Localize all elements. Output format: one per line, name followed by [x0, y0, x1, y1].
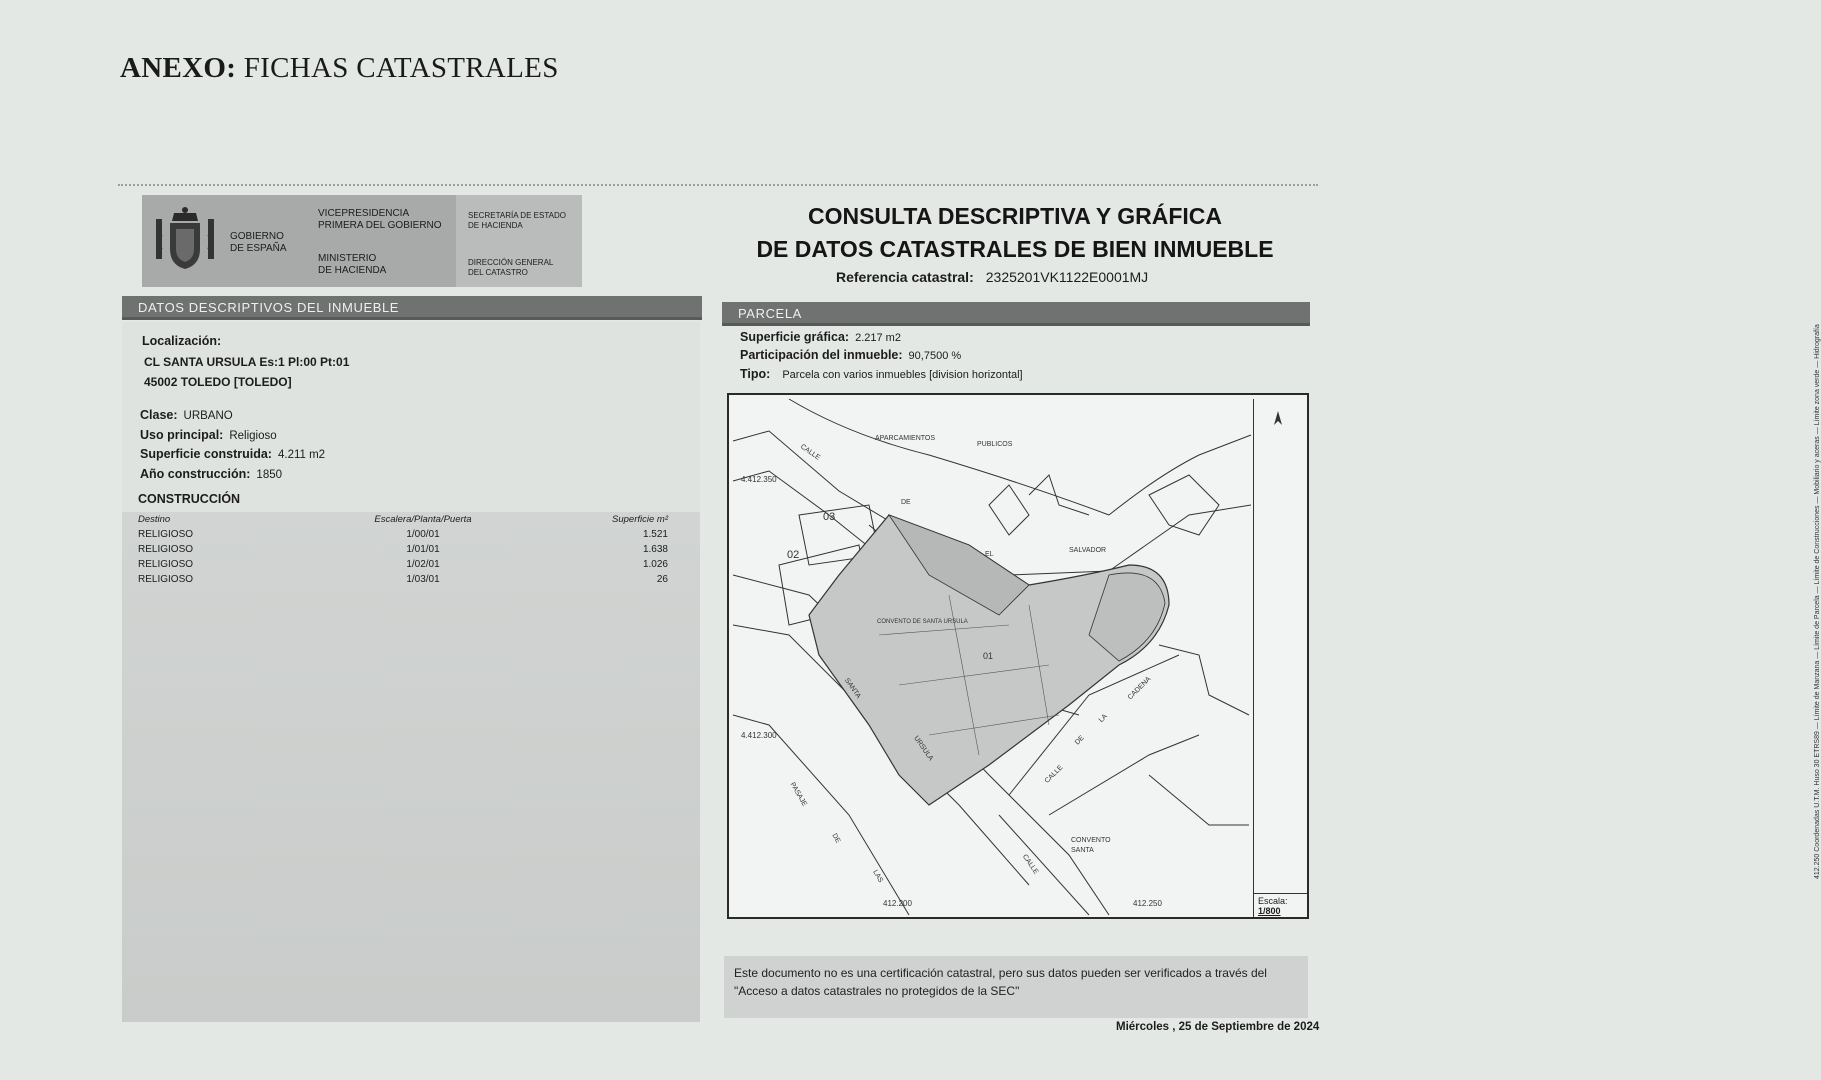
map-label-las: LAS: [871, 869, 884, 884]
cell-epp: 1/02/01: [406, 559, 440, 570]
col-destino: Destino: [138, 514, 171, 525]
sup-grafica-label: Superficie gráfica:: [740, 330, 850, 344]
table-row: [138, 557, 678, 572]
map-label-01: 01: [983, 651, 994, 661]
page-title: [120, 52, 559, 85]
datos-section-header: DATOS DESCRIPTIVOS DEL INMUEBLE: [122, 296, 702, 320]
construccion-title: CONSTRUCCIÓN: [138, 492, 241, 506]
uso-value: Religioso: [229, 430, 277, 442]
cell-sup: 1.638: [642, 544, 668, 555]
dotted-divider: [118, 184, 1318, 186]
cell-epp: 1/01/01: [406, 544, 440, 555]
col-superficie: Superficie m²: [612, 514, 668, 525]
north-arrow-icon: [1268, 409, 1288, 429]
gov-name-line2: DE ESPAÑA: [230, 243, 287, 254]
gobierno-label: [230, 231, 287, 255]
table-row: [138, 542, 678, 557]
referencia-catastral: [836, 269, 1148, 285]
page-title-rest: FICHAS CATASTRALES: [236, 52, 559, 84]
vicepresidencia-label: [318, 208, 442, 232]
map-label-salvador: SALVADOR: [1069, 547, 1107, 554]
map-scale: [1253, 893, 1307, 917]
vice-line1: VICEPRESIDENCIA: [318, 208, 410, 219]
clase-label: Clase:: [140, 408, 178, 422]
datos-panel: [122, 322, 700, 1022]
coord-south-1: 412.200: [883, 899, 912, 908]
address-line1: CL SANTA URSULA Es:1 Pl:00 Pt:01: [144, 355, 350, 369]
anio-value: 1850: [256, 469, 283, 481]
map-label-cadena: CADENA: [1126, 675, 1153, 702]
map-label-ursula: URSULA: [912, 734, 935, 763]
cell-epp: 1/00/01: [406, 529, 440, 540]
superficie-value: 4.211 m2: [277, 449, 326, 461]
sup-grafica-value: 2.217 m2: [855, 332, 901, 344]
superficie-grafica-field: [740, 330, 901, 344]
disclaimer-note: Este documento no es una certificación catastral, pero sus datos pueden ser verificados a través del "Acceso a datos catastrales no protegidos de la SEC": [724, 956, 1308, 1018]
sec-line1: SECRETARÍA DE ESTADO: [468, 211, 566, 220]
uso-label: Uso principal:: [140, 428, 224, 442]
cell-destino: RELIGIOSO: [138, 559, 194, 570]
ref-label: Referencia catastral:: [836, 269, 974, 285]
map-label-03: 03: [823, 511, 836, 523]
table-header-row: [138, 512, 678, 527]
map-label-calle3: CALLE: [1020, 853, 1040, 876]
government-header: [142, 195, 582, 287]
map-label-la: LA: [1097, 712, 1109, 725]
coat-of-arms-icon: [152, 205, 218, 275]
address-line2: 45002 TOLEDO [TOLEDO]: [144, 375, 292, 389]
clase-value: URBANO: [183, 410, 233, 422]
map-legend: [1253, 324, 1821, 893]
uso-field: [140, 428, 277, 442]
map-label-santa: SANTA: [843, 677, 862, 700]
sec-line2: DE HACIENDA: [468, 221, 523, 230]
tipo-value: Parcela con varios inmuebles [division horizontal]: [782, 369, 1023, 381]
table-row: [138, 527, 678, 542]
cell-sup: 1.521: [642, 529, 668, 540]
parcela-section-header: PARCELA: [722, 302, 1310, 326]
map-label-de: DE: [901, 499, 911, 506]
construccion-table: [138, 512, 678, 587]
vice-line2: PRIMERA DEL GOBIERNO: [318, 220, 442, 231]
cell-destino: RELIGIOSO: [138, 529, 194, 540]
map-label-de3: DE: [830, 832, 842, 845]
superficie-label: Superficie construida:: [140, 447, 272, 461]
min-line2: DE HACIENDA: [318, 265, 387, 276]
document-title: [750, 200, 1280, 266]
tipo-field: [740, 367, 1023, 381]
gov-name-line1: GOBIERNO: [230, 231, 284, 242]
cell-destino: RELIGIOSO: [138, 544, 194, 555]
map-label-el: EL: [985, 551, 994, 558]
legend-text: 412.250 Coordenadas U.T.M. Huso 30 ETRS89 — Límite de Manzana — Límite de Parcela — Límite de Construcciones — Mobiliario y aceras — Límite zona verde — Hidrografía: [1814, 324, 1821, 879]
coord-north-1: 4.412.350: [741, 475, 777, 484]
cell-sup: 26: [656, 574, 668, 585]
map-label-publicos: PUBLICOS: [977, 441, 1013, 448]
tipo-label: Tipo:: [740, 367, 771, 381]
loc-label: Localización:: [142, 334, 222, 348]
map-label-de2: DE: [1073, 734, 1086, 747]
map-label-02: 02: [787, 549, 800, 561]
dir-line2: DEL CATASTRO: [468, 268, 528, 277]
page-title-bold: ANEXO:: [120, 52, 237, 84]
cell-sup: 1.026: [642, 559, 668, 570]
ref-value: 2325201VK1122E0001MJ: [985, 269, 1149, 285]
anio-label: Año construcción:: [140, 467, 251, 481]
coord-south-2: 412.250: [1133, 899, 1162, 908]
cell-epp: 1/03/01: [406, 574, 440, 585]
anio-field: [140, 467, 282, 481]
map-label-monumento: CONVENTO DE SANTA URSULA: [877, 619, 968, 625]
document-date: Miércoles , 25 de Septiembre de 2024: [1116, 1021, 1320, 1033]
col-epp: Escalera/Planta/Puerta: [374, 514, 472, 525]
scale-label: Escala:: [1258, 896, 1288, 906]
coord-north-2: 4.412.300: [741, 731, 777, 740]
title-line2: DE DATOS CATASTRALES DE BIEN INMUEBLE: [756, 236, 1274, 262]
clase-field: [140, 408, 233, 422]
map-label-calle: CALLE: [798, 443, 822, 462]
title-line1: CONSULTA DESCRIPTIVA Y GRÁFICA: [807, 203, 1223, 229]
superficie-field: [140, 447, 325, 461]
map-label-pasaje: PASAJE: [788, 781, 808, 808]
min-line1: MINISTERIO: [318, 253, 377, 264]
map-label-aparcamientos: APARCAMIENTOS: [875, 435, 936, 442]
ministerio-label: [318, 253, 386, 277]
participacion-value: 90,7500 %: [908, 350, 962, 362]
cell-destino: RELIGIOSO: [138, 574, 194, 585]
map-label-santa2: SANTA: [1071, 847, 1094, 854]
map-label-convento: CONVENTO: [1071, 837, 1111, 844]
table-row: [138, 572, 678, 587]
map-label-calle2: CALLE: [1043, 764, 1065, 785]
secretaria-label: [468, 211, 566, 231]
direccion-label: [468, 258, 553, 278]
localizacion-label: [142, 334, 221, 348]
dir-line1: DIRECCIÓN GENERAL: [468, 258, 554, 267]
participacion-field: [740, 348, 961, 362]
participacion-label: Participación del inmueble:: [740, 348, 903, 362]
scale-value: 1/800: [1258, 906, 1281, 916]
